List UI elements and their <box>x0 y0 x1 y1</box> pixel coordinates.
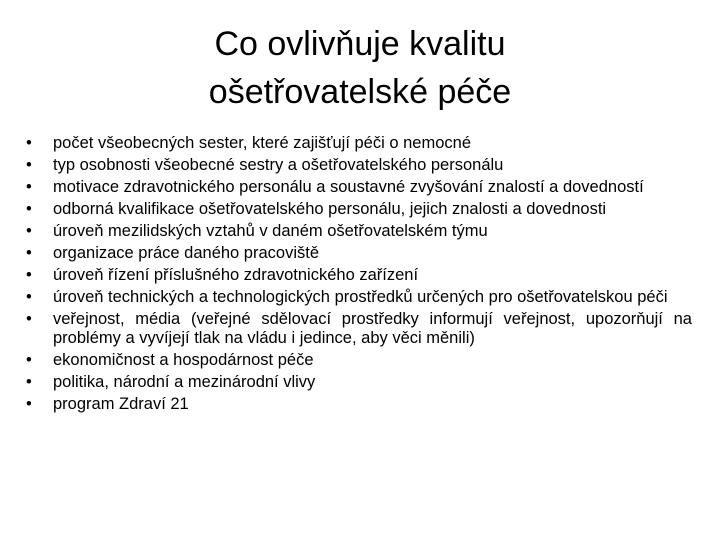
bullet-icon: • <box>26 394 32 413</box>
bullet-item <box>26 222 692 241</box>
bullet-text: počet všeobecných sester, které zajišťují péči o nemocné <box>53 134 471 152</box>
bullet-icon: • <box>26 266 32 284</box>
bullet-item <box>26 266 692 285</box>
bullet-icon: • <box>26 288 32 306</box>
bullet-text: úroveň mezilidských vztahů v daném ošetřovatelském týmu <box>53 222 488 240</box>
bullet-text: odborná kvalifikace ošetřovatelského personálu, jejich znalosti a dovednosti <box>53 200 607 218</box>
slide-title-line-2: ošetřovatelské péče <box>208 73 512 111</box>
slide-title-line-1: Co ovlivňuje kvalitu <box>214 25 506 63</box>
bullet-item <box>26 288 692 307</box>
bullet-icon: • <box>26 244 32 262</box>
bullet-icon: • <box>26 350 32 369</box>
slide-title <box>0 20 720 116</box>
bullet-icon: • <box>26 178 32 196</box>
bullet-item <box>26 200 692 219</box>
bullet-icon: • <box>26 134 32 152</box>
bullet-icon: • <box>26 310 32 328</box>
bullet-list <box>26 134 692 417</box>
bullet-item <box>26 178 692 197</box>
bullet-icon: • <box>26 222 32 240</box>
bullet-icon: • <box>26 372 32 391</box>
bullet-icon: • <box>26 156 32 174</box>
bullet-item <box>26 134 692 153</box>
bullet-text: motivace zdravotnického personálu a soustavné zvyšování znalostí a dovedností <box>53 178 644 196</box>
bullet-item <box>26 373 692 392</box>
bullet-text: ekonomičnost a hospodárnost péče <box>53 350 314 369</box>
bullet-text: typ osobnosti všeobecné sestry a ošetřovatelského personálu <box>53 156 504 174</box>
bullet-text: úroveň řízení příslušného zdravotnického zařízení <box>53 266 419 284</box>
bullet-text: program Zdraví 21 <box>53 394 189 413</box>
bullet-text: veřejnost, média (veřejné sdělovací prostředky informují veřejnost, upozorňují na problémy a vyvíjejí tlak na vládu i jedince, aby věci měnili) <box>53 310 692 347</box>
bullet-text: úroveň technických a technologických prostředků určených pro ošetřovatelskou péči <box>53 288 668 306</box>
bullet-item <box>26 395 692 414</box>
bullet-item <box>26 310 692 347</box>
bullet-item <box>26 351 692 370</box>
bullet-item <box>26 156 692 175</box>
bullet-item <box>26 244 692 263</box>
bullet-text: politika, národní a mezinárodní vlivy <box>53 372 316 391</box>
bullet-icon: • <box>26 200 32 218</box>
bullet-text: organizace práce daného pracoviště <box>53 244 320 262</box>
